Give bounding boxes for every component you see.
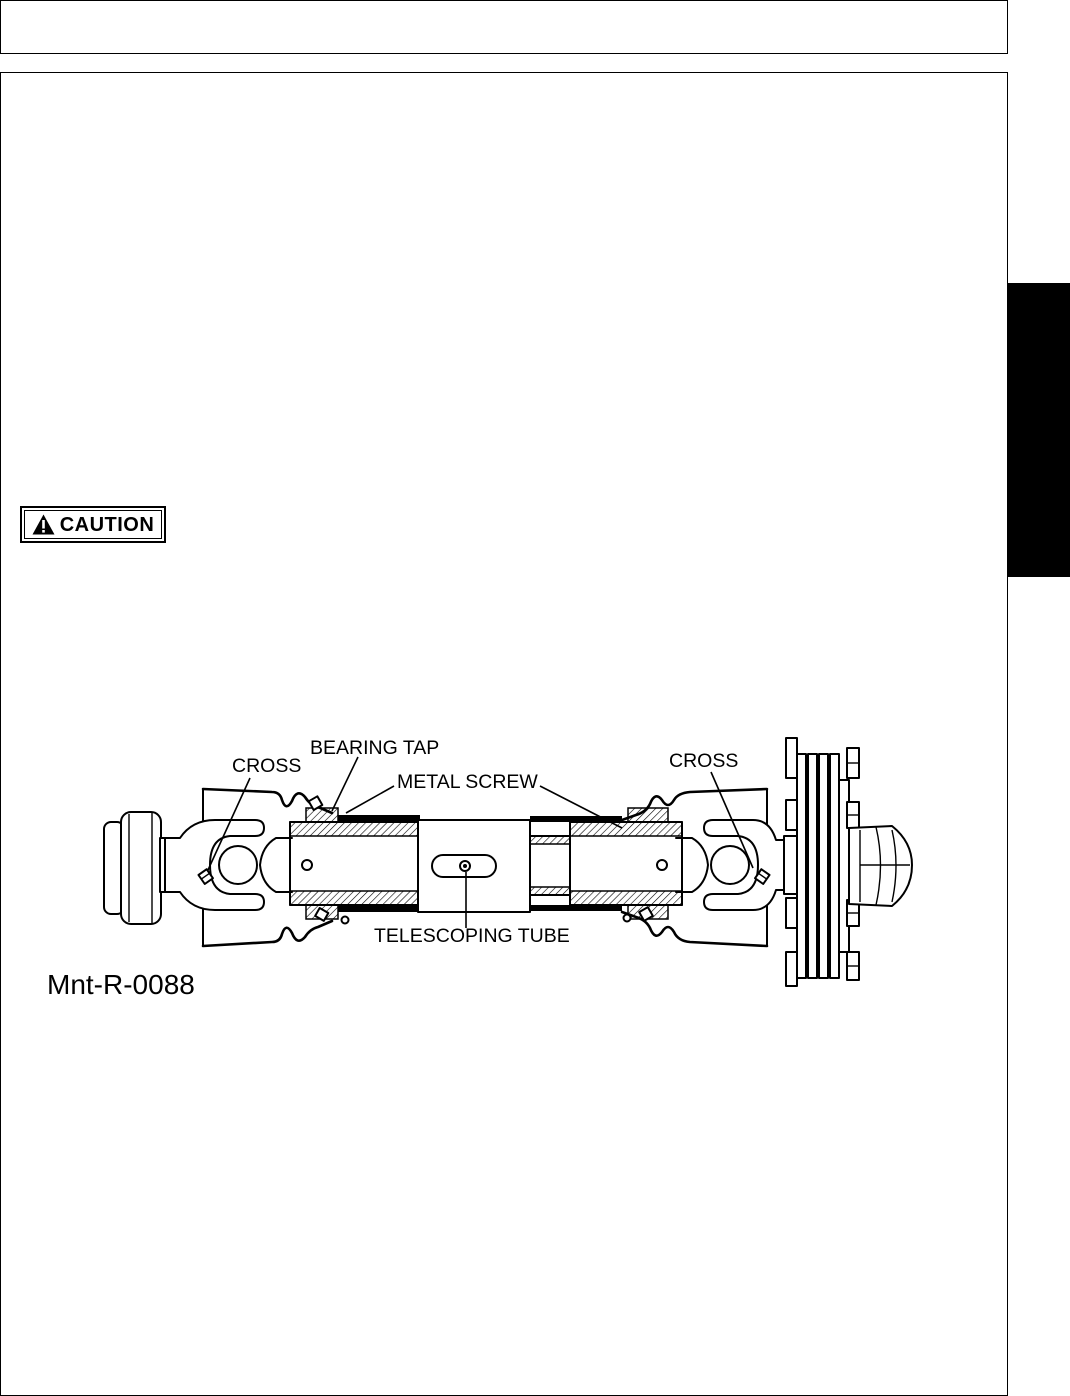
metal-screw-right [624,915,631,922]
metal-screw-left [342,917,349,924]
label-bearing-tap: BEARING TAP [310,737,440,759]
telescoping-tube-sleeve [418,820,530,912]
shield-band-right-bottom [530,905,622,911]
implement-hub [849,826,912,906]
caution-label: CAUTION [59,513,155,536]
label-telescoping-tube: TELESCOPING TUBE [374,925,570,947]
driveshaft-diagram [0,720,1008,1010]
left-yoke [165,820,292,910]
right-cross-bearing [711,846,749,884]
tractor-end-adapter [104,812,172,924]
left-cross-bearing [219,846,257,884]
shield-band-left-bottom [338,905,420,912]
label-metal-screw: METAL SCREW [397,771,538,793]
shield-band-left-top [338,815,420,822]
label-cross-right: CROSS [669,750,739,772]
figure-id: Mnt-R-0088 [47,969,195,1000]
warning-triangle-icon [32,514,55,535]
slip-clutch-flange [784,738,859,986]
left-profile-tube [290,822,420,905]
label-cross-left: CROSS [232,755,302,777]
right-inner-tube [530,836,572,895]
right-yoke [676,820,786,910]
page-header-box [0,0,1008,54]
section-tab [1008,283,1070,577]
right-profile-tube [570,822,682,905]
caution-badge [20,506,166,543]
